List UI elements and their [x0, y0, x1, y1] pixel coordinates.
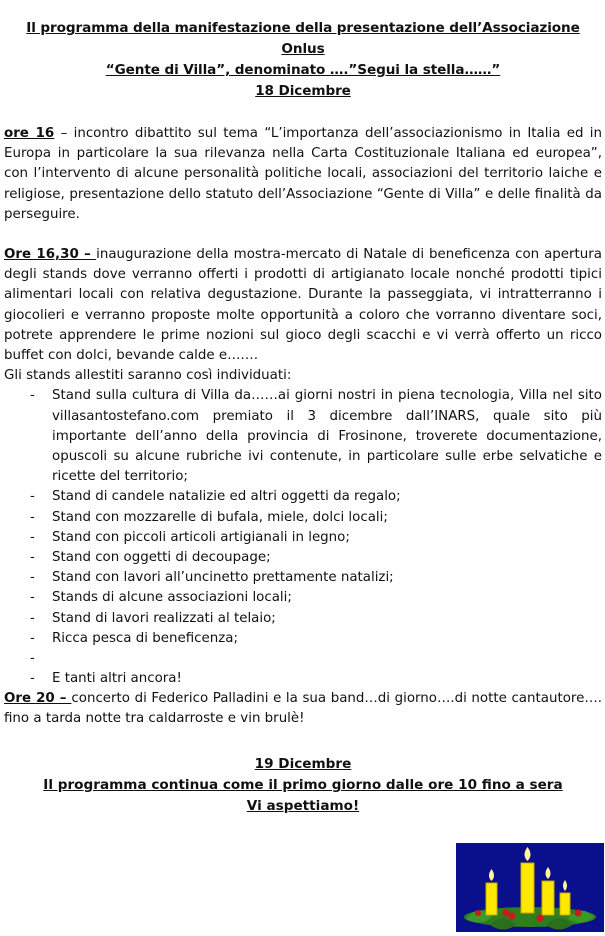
paragraph-ore-20-text: concerto di Federico Palladini e la sua band…di giorno….di notte cantautore…. fino a tarda notte tra caldarroste e vin brulè! [4, 691, 602, 727]
berry [575, 910, 582, 917]
time-ore-20: Ore 20 – [4, 691, 72, 707]
footer-closing: Vi aspettiamo! [246, 797, 360, 814]
list-item [4, 649, 602, 669]
bullet-dash: - [30, 671, 35, 687]
berry [503, 910, 510, 917]
list-item: - Stand con lavori all’uncinetto prettamente natalizi; [4, 568, 602, 588]
bullet-dash: - [30, 529, 35, 545]
flame [489, 869, 494, 881]
list-item: - Stand di lavori realizzati al telaio; [4, 609, 602, 629]
stands-intro: Gli stands allestiti saranno così individuati: [4, 368, 292, 384]
list-item: - E tanti altri ancora! [4, 669, 602, 689]
bullet-dash: - [30, 630, 35, 646]
paragraph-ore-16-text: – incontro dibattito sul tema “L’importanza dell’associazionismo in Italia ed in Europa in particolare la sua rilevanza nella Carta Costituzionale Italiana ed europea”, con l’intervento di alcune personalità politiche locali, associazioni del territorio laiche e religiose, presentazione dello statuto dell’Associazione “Gente di Villa” e delle finalità da perseguire. [4, 126, 602, 222]
bullet-dash: - [30, 651, 35, 667]
berry [537, 915, 544, 922]
advent-candles-icon [456, 843, 604, 932]
paragraph-ore-20 [4, 689, 602, 729]
time-ore-16-30: Ore 16,30 – [4, 247, 97, 263]
bullet-dash: - [30, 509, 35, 525]
candle [542, 881, 554, 915]
paragraph-ore-16 [4, 124, 602, 225]
bullet-dash: - [30, 550, 35, 566]
candle [486, 883, 497, 915]
list-item: - Stand con oggetti di decoupage; [4, 548, 602, 568]
list-item: - Stand con mozzarelle di bufala, miele, dolci locali; [4, 508, 602, 528]
candle [521, 863, 534, 913]
berry [509, 913, 516, 920]
bullet-dash: - [30, 489, 35, 505]
list-item: - Stands di alcune associazioni locali; [4, 588, 602, 608]
berry [475, 910, 481, 916]
bullet-dash: - [30, 388, 35, 404]
footer-date: 19 Dicembre [254, 755, 352, 772]
candle [560, 893, 570, 915]
time-ore-16: ore 16 [4, 126, 55, 141]
document [4, 18, 602, 817]
paragraph-ore-16-30-text: inaugurazione della mostra-mercato di Natale di beneficenza con apertura degli stands dove verranno offerti i prodotti di artigianato locale nonché prodotti tipici alimentari locali con relativa degustazione. Durante la passeggiata, vi intratterranno i giocolieri e verranno proposte molte opportunità a coloro che vorranno diventare soci, potrete apprendere le prime nozioni sul gioco degli scacchi e vi verrà offerto un ricco buffet con dolci, bevande calde e….… [4, 247, 602, 364]
list-item: - Ricca pesca di beneficenza; [4, 629, 602, 649]
title-line-2: Onlus [281, 41, 325, 57]
paragraph-ore-16-30 [4, 245, 602, 366]
bullet-dash: - [30, 570, 35, 586]
flame [525, 847, 531, 861]
list-item: - Stand sulla cultura di Villa da……ai giorni nostri in piena tecnologia, Villa nel sito villasantostefano.com premiato il 3 dicembre dall’INARS, quale sito più importante dell’anno della provincia di Frosinone, troverete documentazione, opuscoli su alcune rubriche ivi contenute, in particolare sulle erbe selvatiche e ricette del territorio; [30, 388, 602, 485]
bullet-dash: - [30, 590, 35, 606]
title-line-3: “Gente di Villa”, denominato ….”Segui la stella……” [105, 62, 501, 78]
list-item: - Stand con piccoli articoli artigianali in legno; [4, 528, 602, 548]
list-item: - Stand di candele natalizie ed altri oggetti da regalo; [4, 487, 602, 507]
title-date: 18 Dicembre [255, 83, 351, 99]
candles-clipart [456, 843, 604, 932]
flame [563, 880, 567, 891]
bullet-dash: - [30, 610, 35, 626]
stands-list [4, 386, 602, 689]
flame [546, 867, 551, 879]
title-line-1: Il programma della manifestazione della presentazione dell’Associazione [26, 20, 580, 36]
footer-program-line: Il programma continua come il primo giorno dalle ore 10 fino a sera [43, 776, 563, 793]
